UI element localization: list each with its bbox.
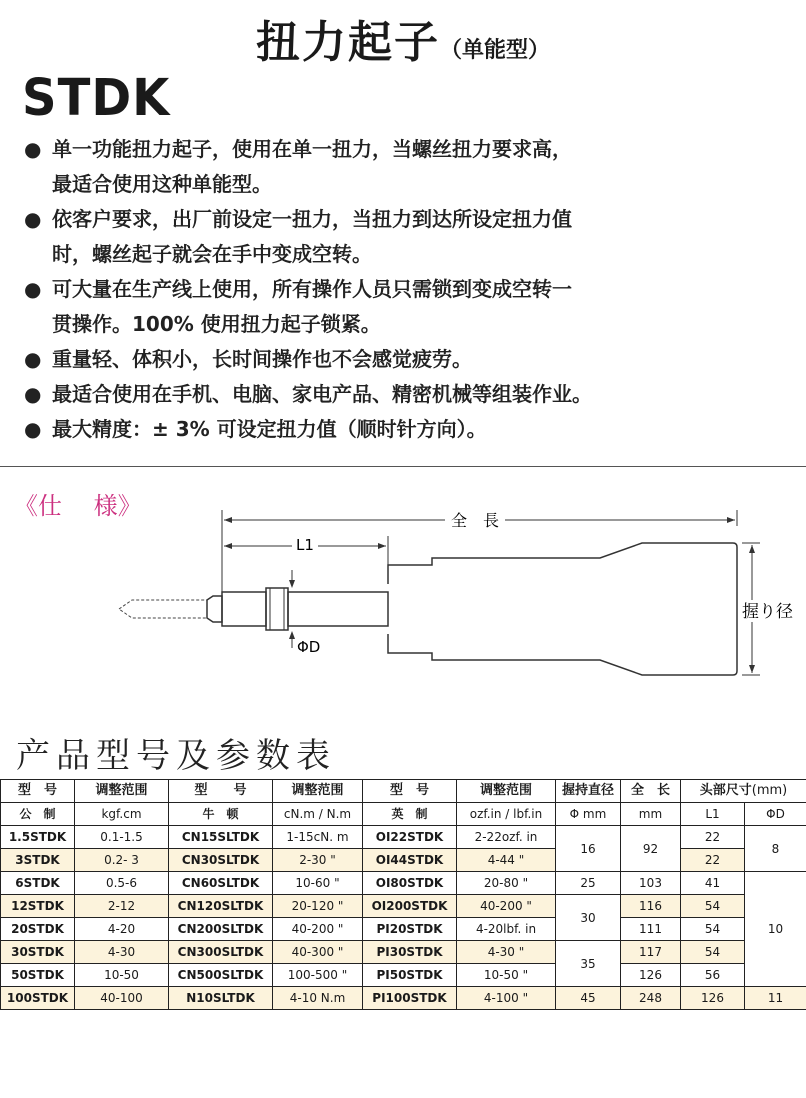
range-metric: 40-100 — [75, 987, 169, 1010]
head-l1: 54 — [681, 941, 745, 964]
feature-item — [24, 342, 724, 377]
model-newton: CN60SLTDK — [169, 872, 273, 895]
range-metric: 4-20 — [75, 918, 169, 941]
head-l1: 22 — [681, 826, 745, 849]
header-cell: 全 长 — [621, 780, 681, 803]
head-l1: 56 — [681, 964, 745, 987]
section-divider — [0, 466, 806, 467]
range-imperial: 20-80 " — [457, 872, 556, 895]
range-newton: 2-30 " — [273, 849, 363, 872]
subheader-cell: cN.m / N.m — [273, 803, 363, 826]
range-imperial: 4-44 " — [457, 849, 556, 872]
table-row — [1, 849, 806, 872]
feature-line: 时，螺丝起子就会在手中变成空转。 — [52, 242, 372, 266]
range-metric: 4-30 — [75, 941, 169, 964]
feature-line: 最适合使用这种单能型。 — [52, 172, 272, 196]
bullet-icon: ● — [24, 417, 42, 441]
table-row — [1, 826, 806, 849]
model-imperial: OI200STDK — [363, 895, 457, 918]
model-imperial: PI30STDK — [363, 941, 457, 964]
feature-line: 贯操作。100% 使用扭力起子锁紧。 — [52, 312, 381, 336]
table-row — [1, 895, 806, 918]
bullet-icon: ● — [24, 347, 42, 371]
bullet-icon: ● — [24, 207, 42, 231]
range-metric: 0.1-1.5 — [75, 826, 169, 849]
arrow-head — [224, 543, 232, 549]
range-imperial: 4-100 " — [457, 987, 556, 1010]
feature-item — [24, 377, 724, 412]
screwdriver-diagram — [0, 500, 806, 690]
diameter-label: ΦD — [297, 638, 321, 656]
head-l1: 54 — [681, 918, 745, 941]
subheader-cell: Φ mm — [556, 803, 621, 826]
model-metric: 6STDK — [1, 872, 75, 895]
total-length: 116 — [621, 895, 681, 918]
feature-item — [24, 132, 724, 202]
model-imperial: PI50STDK — [363, 964, 457, 987]
model-imperial: OI80STDK — [363, 872, 457, 895]
model-newton: CN200SLTDK — [169, 918, 273, 941]
arrow-head — [289, 631, 295, 639]
model-metric: 30STDK — [1, 941, 75, 964]
head-l1: 22 — [681, 849, 745, 872]
header-cell: 调整范围 — [273, 780, 363, 803]
model-imperial: PI20STDK — [363, 918, 457, 941]
subheader-cell: ozf.in / lbf.in — [457, 803, 556, 826]
bullet-icon: ● — [24, 137, 42, 161]
head-l1: 41 — [681, 872, 745, 895]
range-imperial: 4-20lbf. in — [457, 918, 556, 941]
subheader-row — [1, 803, 806, 826]
range-newton: 10-60 " — [273, 872, 363, 895]
model-metric: 1.5STDK — [1, 826, 75, 849]
feature-line: 可大量在生产线上使用，所有操作人员只需锁到变成空转一 — [52, 277, 572, 301]
total-length-label: 全 長 — [450, 511, 500, 530]
grip-diameter: 30 — [556, 895, 621, 941]
table-row — [1, 941, 806, 964]
range-newton: 40-200 " — [273, 918, 363, 941]
subheader-cell: 英 制 — [363, 803, 457, 826]
header-cell: 握持直径 — [556, 780, 621, 803]
head-d: 8 — [745, 826, 806, 872]
arrow-head — [727, 517, 735, 523]
head-d: 10 — [745, 872, 806, 987]
total-length: 92 — [621, 826, 681, 872]
model-metric: 3STDK — [1, 849, 75, 872]
subheader-cell: L1 — [681, 803, 745, 826]
total-length: 103 — [621, 872, 681, 895]
model-newton: N10SLTDK — [169, 987, 273, 1010]
head-d: 11 — [745, 987, 806, 1010]
bullet-icon: ● — [24, 382, 42, 406]
range-newton: 20-120 " — [273, 895, 363, 918]
arrow-head — [749, 665, 755, 673]
collar — [266, 588, 288, 630]
brand-logo: STDK — [22, 68, 171, 128]
table-row — [1, 987, 806, 1010]
range-newton: 4-10 N.m — [273, 987, 363, 1010]
head-l1: 54 — [681, 895, 745, 918]
header-cell: 型 号 — [169, 780, 273, 803]
total-length: 248 — [621, 987, 681, 1010]
total-length: 117 — [621, 941, 681, 964]
arrow-head — [224, 517, 232, 523]
subheader-cell: 公 制 — [1, 803, 75, 826]
nose — [207, 596, 222, 622]
shaft — [222, 592, 266, 626]
grip-diameter: 45 — [556, 987, 621, 1010]
range-metric: 0.2- 3 — [75, 849, 169, 872]
spec-label: 《仕 様》 — [14, 492, 142, 520]
feature-item — [24, 202, 724, 272]
l1-label: L1 — [296, 536, 314, 554]
feature-line: 最大精度：± 3% 可设定扭力值（顺时针方向）。 — [52, 417, 487, 441]
model-newton: CN120SLTDK — [169, 895, 273, 918]
table-row — [1, 872, 806, 895]
range-metric: 10-50 — [75, 964, 169, 987]
range-imperial: 2-22ozf. in — [457, 826, 556, 849]
grip-diameter: 25 — [556, 872, 621, 895]
header-text: 头部尺寸 — [699, 783, 752, 798]
table-title: 产品型号及参数表 — [16, 736, 336, 776]
range-imperial: 4-30 " — [457, 941, 556, 964]
feature-line: 重量轻、体积小，长时间操作也不会感觉疲劳。 — [52, 347, 472, 371]
model-metric: 50STDK — [1, 964, 75, 987]
header-cell: 型 号 — [1, 780, 75, 803]
grip-diameter: 16 — [556, 826, 621, 872]
header-cell: 型 号 — [363, 780, 457, 803]
header-cell — [681, 780, 806, 803]
header-row — [1, 780, 806, 803]
title-subtitle: （单能型） — [439, 38, 550, 63]
table-row — [1, 964, 806, 987]
parameter-table — [0, 779, 806, 1010]
range-newton: 100-500 " — [273, 964, 363, 987]
feature-list — [24, 132, 724, 447]
subheader-cell: ΦD — [745, 803, 806, 826]
bullet-icon: ● — [24, 277, 42, 301]
range-newton: 40-300 " — [273, 941, 363, 964]
range-metric: 2-12 — [75, 895, 169, 918]
range-metric: 0.5-6 — [75, 872, 169, 895]
subheader-cell: mm — [621, 803, 681, 826]
feature-line: 最适合使用在手机、电脑、家电产品、精密机械等组装作业。 — [52, 382, 592, 406]
feature-line: 依客户要求，出厂前设定一扭力，当扭力到达所设定扭力值 — [52, 207, 572, 231]
header-cell: 调整范围 — [75, 780, 169, 803]
model-metric: 100STDK — [1, 987, 75, 1010]
total-length: 126 — [621, 964, 681, 987]
model-imperial: OI44STDK — [363, 849, 457, 872]
body-outline — [388, 543, 737, 675]
grip-diameter: 35 — [556, 941, 621, 987]
range-imperial: 10-50 " — [457, 964, 556, 987]
shaft-rear — [288, 592, 388, 626]
model-newton: CN500SLTDK — [169, 964, 273, 987]
model-metric: 20STDK — [1, 918, 75, 941]
total-length: 111 — [621, 918, 681, 941]
arrow-head — [749, 545, 755, 553]
arrow-head — [378, 543, 386, 549]
bit-outline — [119, 600, 207, 618]
title-main: 扭力起子 — [255, 17, 440, 68]
head-l1: 126 — [681, 987, 745, 1010]
model-metric: 12STDK — [1, 895, 75, 918]
range-imperial: 40-200 " — [457, 895, 556, 918]
model-newton: CN30SLTDK — [169, 849, 273, 872]
subheader-cell: 牛 顿 — [169, 803, 273, 826]
model-imperial: PI100STDK — [363, 987, 457, 1010]
feature-line: 单一功能扭力起子，使用在单一扭力，当螺丝扭力要求高， — [52, 137, 572, 161]
header-cell: 调整范围 — [457, 780, 556, 803]
feature-item — [24, 412, 724, 447]
model-newton: CN15SLTDK — [169, 826, 273, 849]
model-imperial: OI22STDK — [363, 826, 457, 849]
page-title — [0, 6, 806, 70]
feature-item — [24, 272, 724, 342]
grip-label: 握り径 — [742, 602, 793, 622]
header-unit: (mm) — [751, 783, 788, 798]
range-newton: 1-15cN. m — [273, 826, 363, 849]
subheader-cell: kgf.cm — [75, 803, 169, 826]
table-row — [1, 918, 806, 941]
arrow-head — [289, 580, 295, 588]
model-newton: CN300SLTDK — [169, 941, 273, 964]
